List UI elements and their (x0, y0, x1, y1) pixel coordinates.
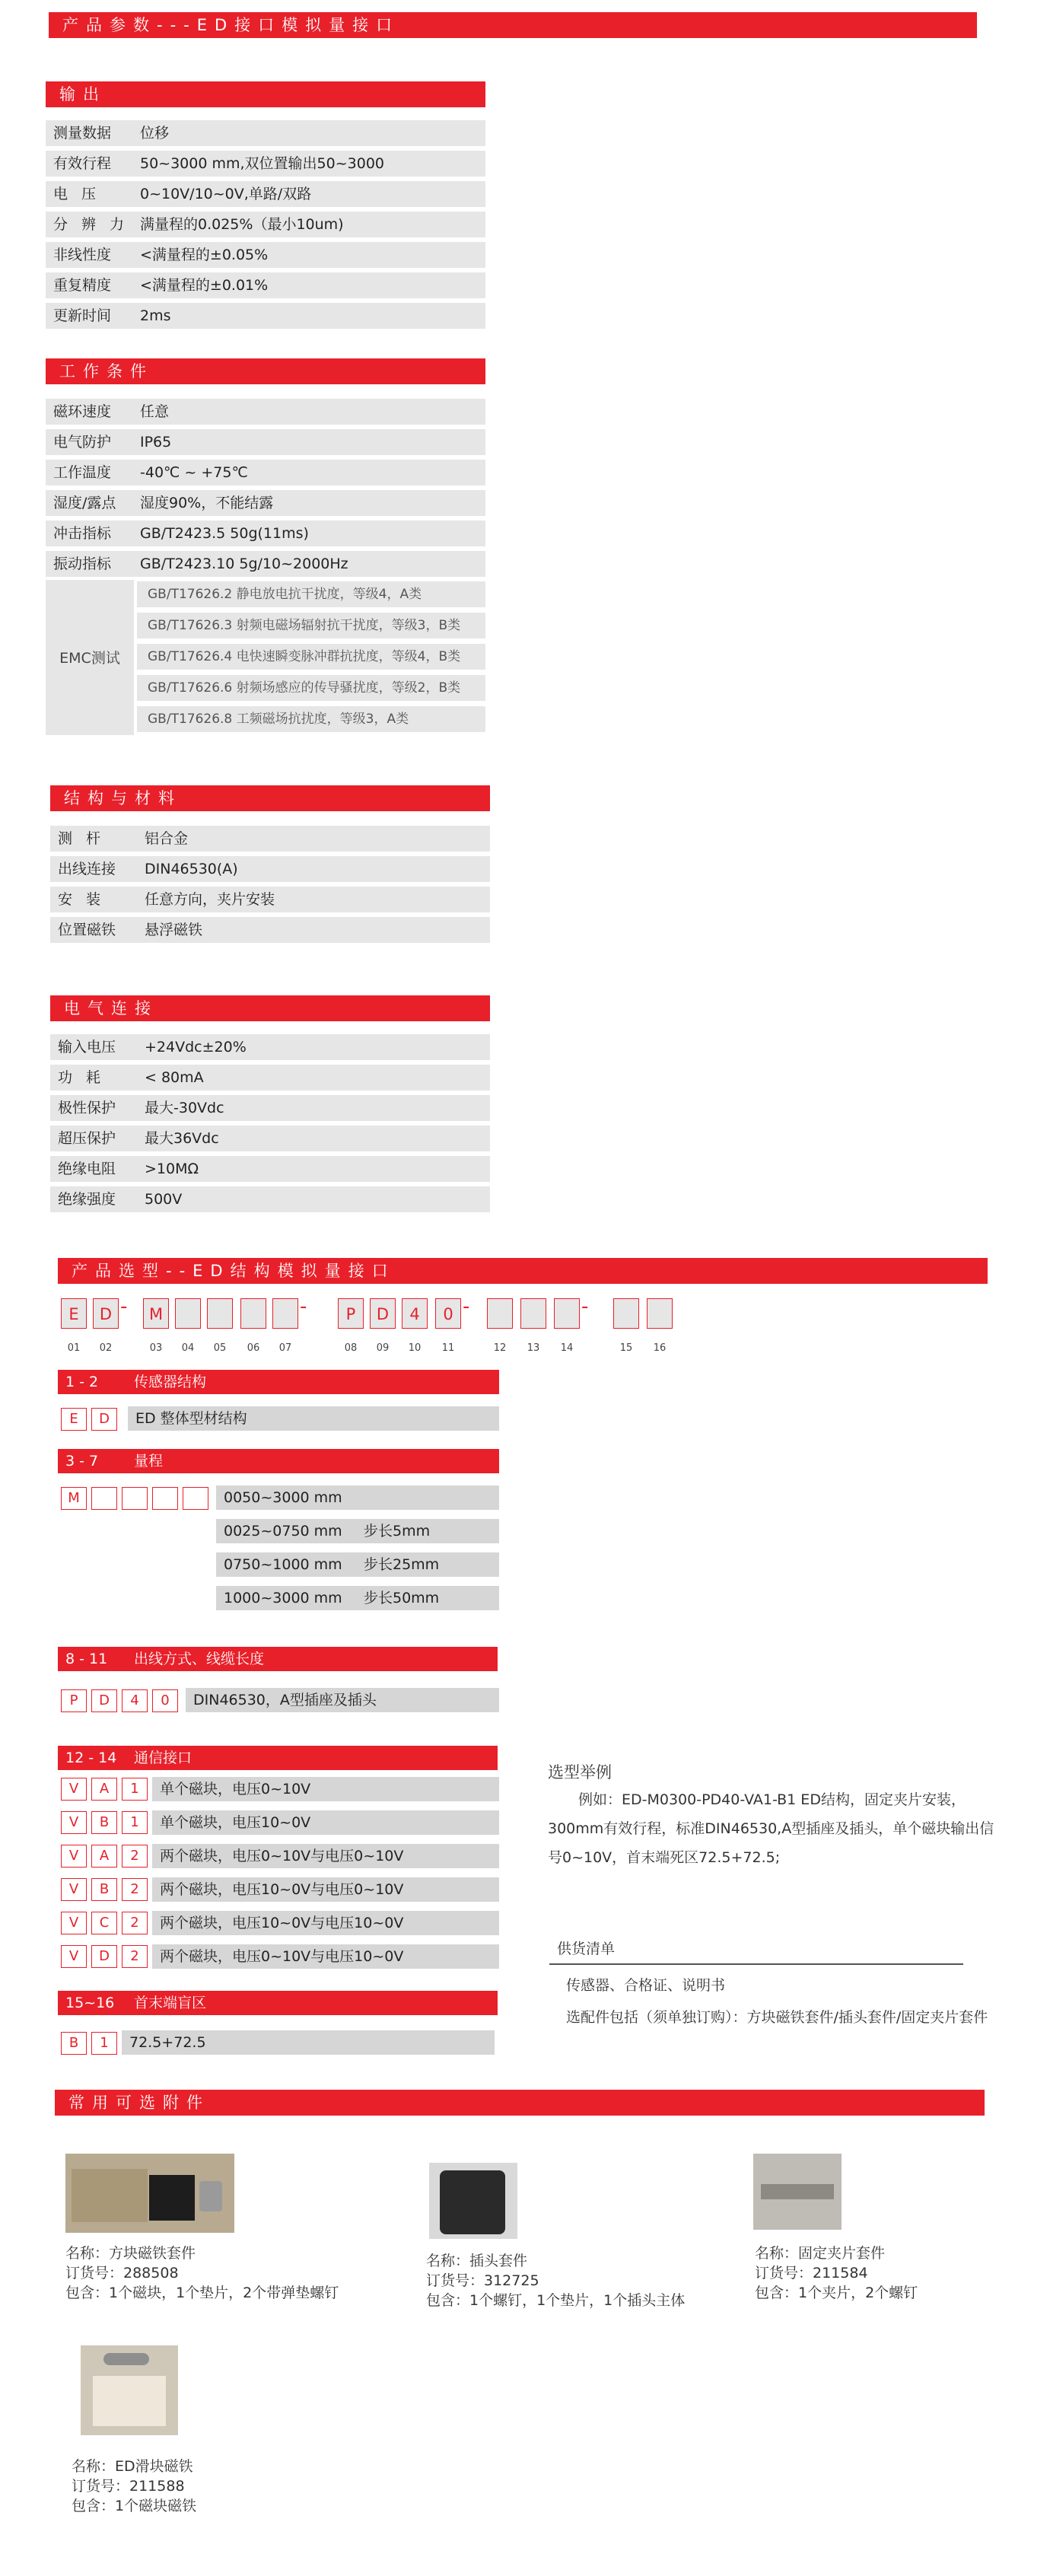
row-value: 位移 (140, 125, 170, 142)
option-code-cell: D (91, 1408, 117, 1431)
params-title: 产品参数---ED接口模拟量接口 (49, 12, 977, 38)
section-header (58, 1449, 499, 1473)
supply-title: 供货清单 (557, 1941, 616, 1957)
blind-zone-desc: 72.5+72.5 (122, 2030, 495, 2055)
emc-row: GB/T17626.2 静电放电抗干扰度，等级4，A类 (137, 581, 485, 607)
row-key: 出线连接 (58, 861, 116, 877)
option-code-cell: 4 (122, 1689, 148, 1712)
code-cell: 4 (402, 1298, 428, 1329)
row-key: 电压 (53, 186, 110, 202)
interface-desc: 两个磁块，电压0~10V与电压10~0V (152, 1944, 499, 1969)
code-position-number: 14 (560, 1342, 574, 1354)
acc2-order: 订货号：312725 (426, 2272, 539, 2289)
section-number: 1 - 2 (65, 1374, 99, 1390)
example-line-2: 300mm有效行程，标准DIN46530,A型插座及插头，单个磁块输出信 (548, 1820, 994, 1837)
code-cell (520, 1298, 546, 1329)
row-value: >10MΩ (145, 1161, 199, 1177)
code-dash: - (463, 1295, 470, 1318)
plug-kit-photo (429, 2163, 517, 2239)
option-code-cell: B (61, 2032, 87, 2055)
range-step: 步长50mm (364, 1590, 440, 1606)
code-position-number: 07 (278, 1342, 292, 1354)
row-value: 最大-30Vdc (145, 1100, 224, 1116)
code-position-number: 06 (247, 1342, 260, 1354)
row-value: 最大36Vdc (145, 1130, 219, 1147)
row-value: +24Vdc±20% (145, 1039, 247, 1056)
row-value: <满量程的±0.05% (140, 247, 269, 263)
electric-title: 电气连接 (50, 995, 490, 1021)
acc4-order: 订货号：211588 (72, 2478, 185, 2495)
row-key: 绝缘电阻 (58, 1161, 116, 1177)
option-code-cell (183, 1487, 208, 1510)
option-code-cell: P (61, 1689, 87, 1712)
row-value: 满量程的0.025%（最小10um) (140, 216, 344, 233)
acc4-include: 包含：1个磁块磁铁 (72, 2498, 197, 2514)
code-position-number: 16 (653, 1342, 667, 1354)
code-position-number: 02 (99, 1342, 113, 1354)
code-cell: P (338, 1298, 364, 1329)
code-cell: E (61, 1298, 87, 1329)
section-title: 通信接口 (134, 1750, 192, 1766)
section-title: 量程 (134, 1453, 164, 1469)
acc3-name: 名称：固定夹片套件 (755, 2245, 886, 2262)
option-code-cell: 1 (122, 1811, 148, 1834)
row-value: IP65 (140, 434, 172, 451)
work-rows-row (46, 399, 485, 425)
acc3-order: 订货号：211584 (755, 2265, 868, 2281)
output-rows-row (46, 242, 485, 268)
row-value: GB/T2423.10 5g/10~2000Hz (140, 556, 348, 572)
output-rows-row (46, 151, 485, 177)
emc-row: GB/T17626.8 工频磁场抗扰度，等级3，A类 (137, 706, 485, 732)
fixing-clip-kit-photo (753, 2154, 842, 2230)
range-row (216, 1586, 499, 1610)
structure-rows-row (50, 917, 490, 943)
row-value: GB/T2423.5 50g(11ms) (140, 525, 309, 542)
option-code-cell: 2 (122, 1945, 148, 1968)
code-position-number: 13 (527, 1342, 540, 1354)
code-cell: M (143, 1298, 169, 1329)
option-code-cell: V (61, 1912, 87, 1934)
row-value: 任意 (140, 403, 170, 420)
row-key: 极性保护 (58, 1100, 116, 1116)
supply-divider (549, 1963, 963, 1965)
section-header (58, 1370, 499, 1394)
range-value: 0050~3000 mm (224, 1489, 342, 1506)
electric-rows-row (50, 1156, 490, 1182)
example-line-3: 号0~10V，首末端死区72.5+72.5; (548, 1849, 781, 1866)
acc2-include: 包含：1个螺钉，1个垫片，1个插头主体 (426, 2292, 686, 2309)
code-position-number: 15 (619, 1342, 633, 1354)
row-key: 湿度/露点 (53, 495, 116, 511)
interface-desc: 单个磁块，电压0~10V (152, 1777, 499, 1801)
range-row (216, 1485, 499, 1510)
row-key: 功耗 (58, 1069, 115, 1086)
row-key: 绝缘强度 (58, 1191, 116, 1208)
work-rows-row (46, 551, 485, 577)
supply-line-2: 选配件包括（须单独订购）：方块磁铁套件/插头套件/固定夹片套件 (566, 2009, 988, 2026)
interface-desc: 单个磁块，电压10~0V (152, 1810, 499, 1835)
option-code-cell (122, 1487, 148, 1510)
option-code-cell: V (61, 1778, 87, 1801)
structure-rows-row (50, 887, 490, 912)
code-position-number: 08 (344, 1342, 358, 1354)
work-rows-row (46, 521, 485, 546)
row-value: 2ms (140, 307, 171, 324)
section-number: 15~16 (65, 1995, 115, 2011)
electric-rows-row (50, 1034, 490, 1060)
electric-rows-row (50, 1186, 490, 1212)
acc1-include: 包含：1个磁块，1个垫片，2个带弹垫螺钉 (65, 2285, 339, 2301)
row-key: 冲击指标 (53, 525, 112, 542)
row-value: DIN46530(A) (145, 861, 238, 877)
output-rows-row (46, 120, 485, 146)
output-rows-row (46, 272, 485, 298)
row-key: 测杆 (58, 830, 115, 847)
code-cell (647, 1298, 673, 1329)
code-dash: - (300, 1295, 307, 1318)
accessories-title: 常用可选附件 (55, 2090, 985, 2116)
row-key: 振动指标 (53, 556, 112, 572)
output-rows-row (46, 303, 485, 329)
row-value: < 80mA (145, 1069, 204, 1086)
option-code-cell (91, 1487, 117, 1510)
code-cell (487, 1298, 513, 1329)
output-rows-row (46, 212, 485, 237)
slider-magnet-photo (81, 2345, 178, 2435)
option-code-cell: 1 (122, 1778, 148, 1801)
option-code-cell: V (61, 1945, 87, 1968)
electric-rows-row (50, 1065, 490, 1091)
section-header (58, 1746, 498, 1770)
row-key: 更新时间 (53, 307, 112, 324)
code-cell (554, 1298, 580, 1329)
option-code-cell: 2 (122, 1912, 148, 1934)
row-key: 输入电压 (58, 1039, 116, 1056)
code-position-number: 11 (441, 1342, 455, 1354)
option-code-cell: V (61, 1811, 87, 1834)
row-value: 500V (145, 1191, 183, 1208)
row-key: 安装 (58, 891, 115, 908)
section-number: 8 - 11 (65, 1651, 108, 1667)
code-position-number: 03 (149, 1342, 163, 1354)
section-title: 传感器结构 (134, 1374, 207, 1390)
section-header (58, 1991, 498, 2015)
acc4-name: 名称：ED滑块磁铁 (72, 2458, 193, 2475)
option-code-cell: C (91, 1912, 117, 1934)
acc1-name: 名称：方块磁铁套件 (65, 2245, 196, 2262)
acc1-order: 订货号：288508 (65, 2265, 179, 2281)
work-rows-row (46, 429, 485, 455)
work-rows-row (46, 460, 485, 486)
option-code-cell: B (91, 1811, 117, 1834)
work-rows-row (46, 490, 485, 516)
code-cell (207, 1298, 233, 1329)
row-key: 重复精度 (53, 277, 112, 294)
section-number: 12 - 14 (65, 1750, 117, 1766)
section-header (58, 1647, 498, 1671)
acc3-include: 包含：1个夹片，2个螺钉 (755, 2285, 918, 2301)
supply-line-1: 传感器、合格证、说明书 (566, 1977, 726, 1994)
emc-row: GB/T17626.6 射频场感应的传导骚扰度，等级2，B类 (137, 675, 485, 701)
row-key: 超压保护 (58, 1130, 116, 1147)
code-position-number: 01 (67, 1342, 81, 1354)
option-code-cell: D (91, 1945, 117, 1968)
option-code-cell: V (61, 1878, 87, 1901)
example-title: 选型举例 (548, 1763, 612, 1782)
row-key: 工作温度 (53, 464, 112, 481)
code-dash: - (581, 1295, 589, 1318)
connector-desc: DIN46530，A型插座及插头 (186, 1688, 499, 1712)
row-value: 铝合金 (145, 830, 189, 847)
row-key: 有效行程 (53, 155, 112, 172)
range-value: 0025~0750 mm (224, 1523, 342, 1540)
section-number: 3 - 7 (65, 1453, 99, 1469)
row-value: 0~10V/10~0V,单路/双路 (140, 186, 312, 202)
row-value: 50~3000 mm,双位置输出50~3000 (140, 155, 384, 172)
structure-rows-row (50, 856, 490, 882)
code-cell (175, 1298, 201, 1329)
code-cell (240, 1298, 266, 1329)
emc-row: GB/T17626.4 电快速瞬变脉冲群抗扰度，等级4，B类 (137, 644, 485, 670)
code-cell: D (370, 1298, 396, 1329)
structure-desc: ED 整体型材结构 (128, 1406, 499, 1431)
code-cell (272, 1298, 298, 1329)
row-value: <满量程的±0.01% (140, 277, 269, 294)
electric-rows-row (50, 1126, 490, 1151)
row-key: 位置磁铁 (58, 922, 116, 938)
option-code-cell: M (61, 1487, 87, 1510)
row-key: 电气防护 (53, 434, 112, 451)
row-key: 分辨力 (53, 216, 138, 233)
option-code-cell: 0 (152, 1689, 178, 1712)
code-dash: - (120, 1295, 128, 1318)
work-title: 工作条件 (46, 358, 485, 384)
interface-desc: 两个磁块，电压10~0V与电压10~0V (152, 1911, 499, 1935)
row-value: 湿度90%，不能结露 (140, 495, 274, 511)
row-key: 非线性度 (53, 247, 112, 263)
option-code-cell: V (61, 1845, 87, 1868)
structure-title: 结构与材料 (50, 785, 490, 811)
interface-desc: 两个磁块，电压0~10V与电压0~10V (152, 1844, 499, 1868)
row-key: 测量数据 (53, 125, 112, 142)
select-title: 产品选型--ED结构模拟量接口 (58, 1258, 988, 1284)
option-code-cell: 1 (91, 2032, 117, 2055)
range-row (216, 1519, 499, 1543)
output-rows-row (46, 181, 485, 207)
emc-label-box (46, 580, 134, 735)
code-cell: D (93, 1298, 119, 1329)
example-line-1: 例如：ED-M0300-PD40-VA1-B1 ED结构，固定夹片安装， (578, 1791, 966, 1808)
option-code-cell: 2 (122, 1845, 148, 1868)
section-title: 出线方式、线缆长度 (134, 1651, 265, 1667)
square-magnet-kit-photo (65, 2154, 234, 2233)
electric-rows-row (50, 1095, 490, 1121)
emc-label: EMC测试 (59, 650, 120, 667)
option-code-cell: E (61, 1408, 87, 1431)
option-code-cell: B (91, 1878, 117, 1901)
row-value: 悬浮磁铁 (145, 922, 203, 938)
code-position-number: 12 (493, 1342, 507, 1354)
code-cell (613, 1298, 639, 1329)
code-position-number: 09 (376, 1342, 390, 1354)
option-code-cell: A (91, 1845, 117, 1868)
option-code-cell: A (91, 1778, 117, 1801)
range-step: 步长5mm (364, 1523, 431, 1540)
option-code-cell: 2 (122, 1878, 148, 1901)
code-position-number: 04 (181, 1342, 195, 1354)
row-key: 磁环速度 (53, 403, 112, 420)
range-step: 步长25mm (364, 1556, 440, 1573)
range-value: 0750~1000 mm (224, 1556, 342, 1573)
interface-desc: 两个磁块，电压10~0V与电压0~10V (152, 1877, 499, 1902)
code-cell: 0 (435, 1298, 461, 1329)
option-code-cell: D (91, 1689, 117, 1712)
range-row (216, 1552, 499, 1577)
code-position-number: 05 (213, 1342, 227, 1354)
section-title: 首末端盲区 (134, 1995, 207, 2011)
row-value: 任意方向，夹片安装 (145, 891, 275, 908)
option-code-cell (152, 1487, 178, 1510)
emc-row: GB/T17626.3 射频电磁场辐射抗干扰度，等级3，B类 (137, 613, 485, 638)
range-value: 1000~3000 mm (224, 1590, 342, 1606)
row-value: -40℃ ~ +75℃ (140, 464, 248, 481)
code-position-number: 10 (408, 1342, 422, 1354)
structure-rows-row (50, 826, 490, 852)
acc2-name: 名称：插头套件 (426, 2253, 528, 2269)
output-title: 输出 (46, 81, 485, 107)
